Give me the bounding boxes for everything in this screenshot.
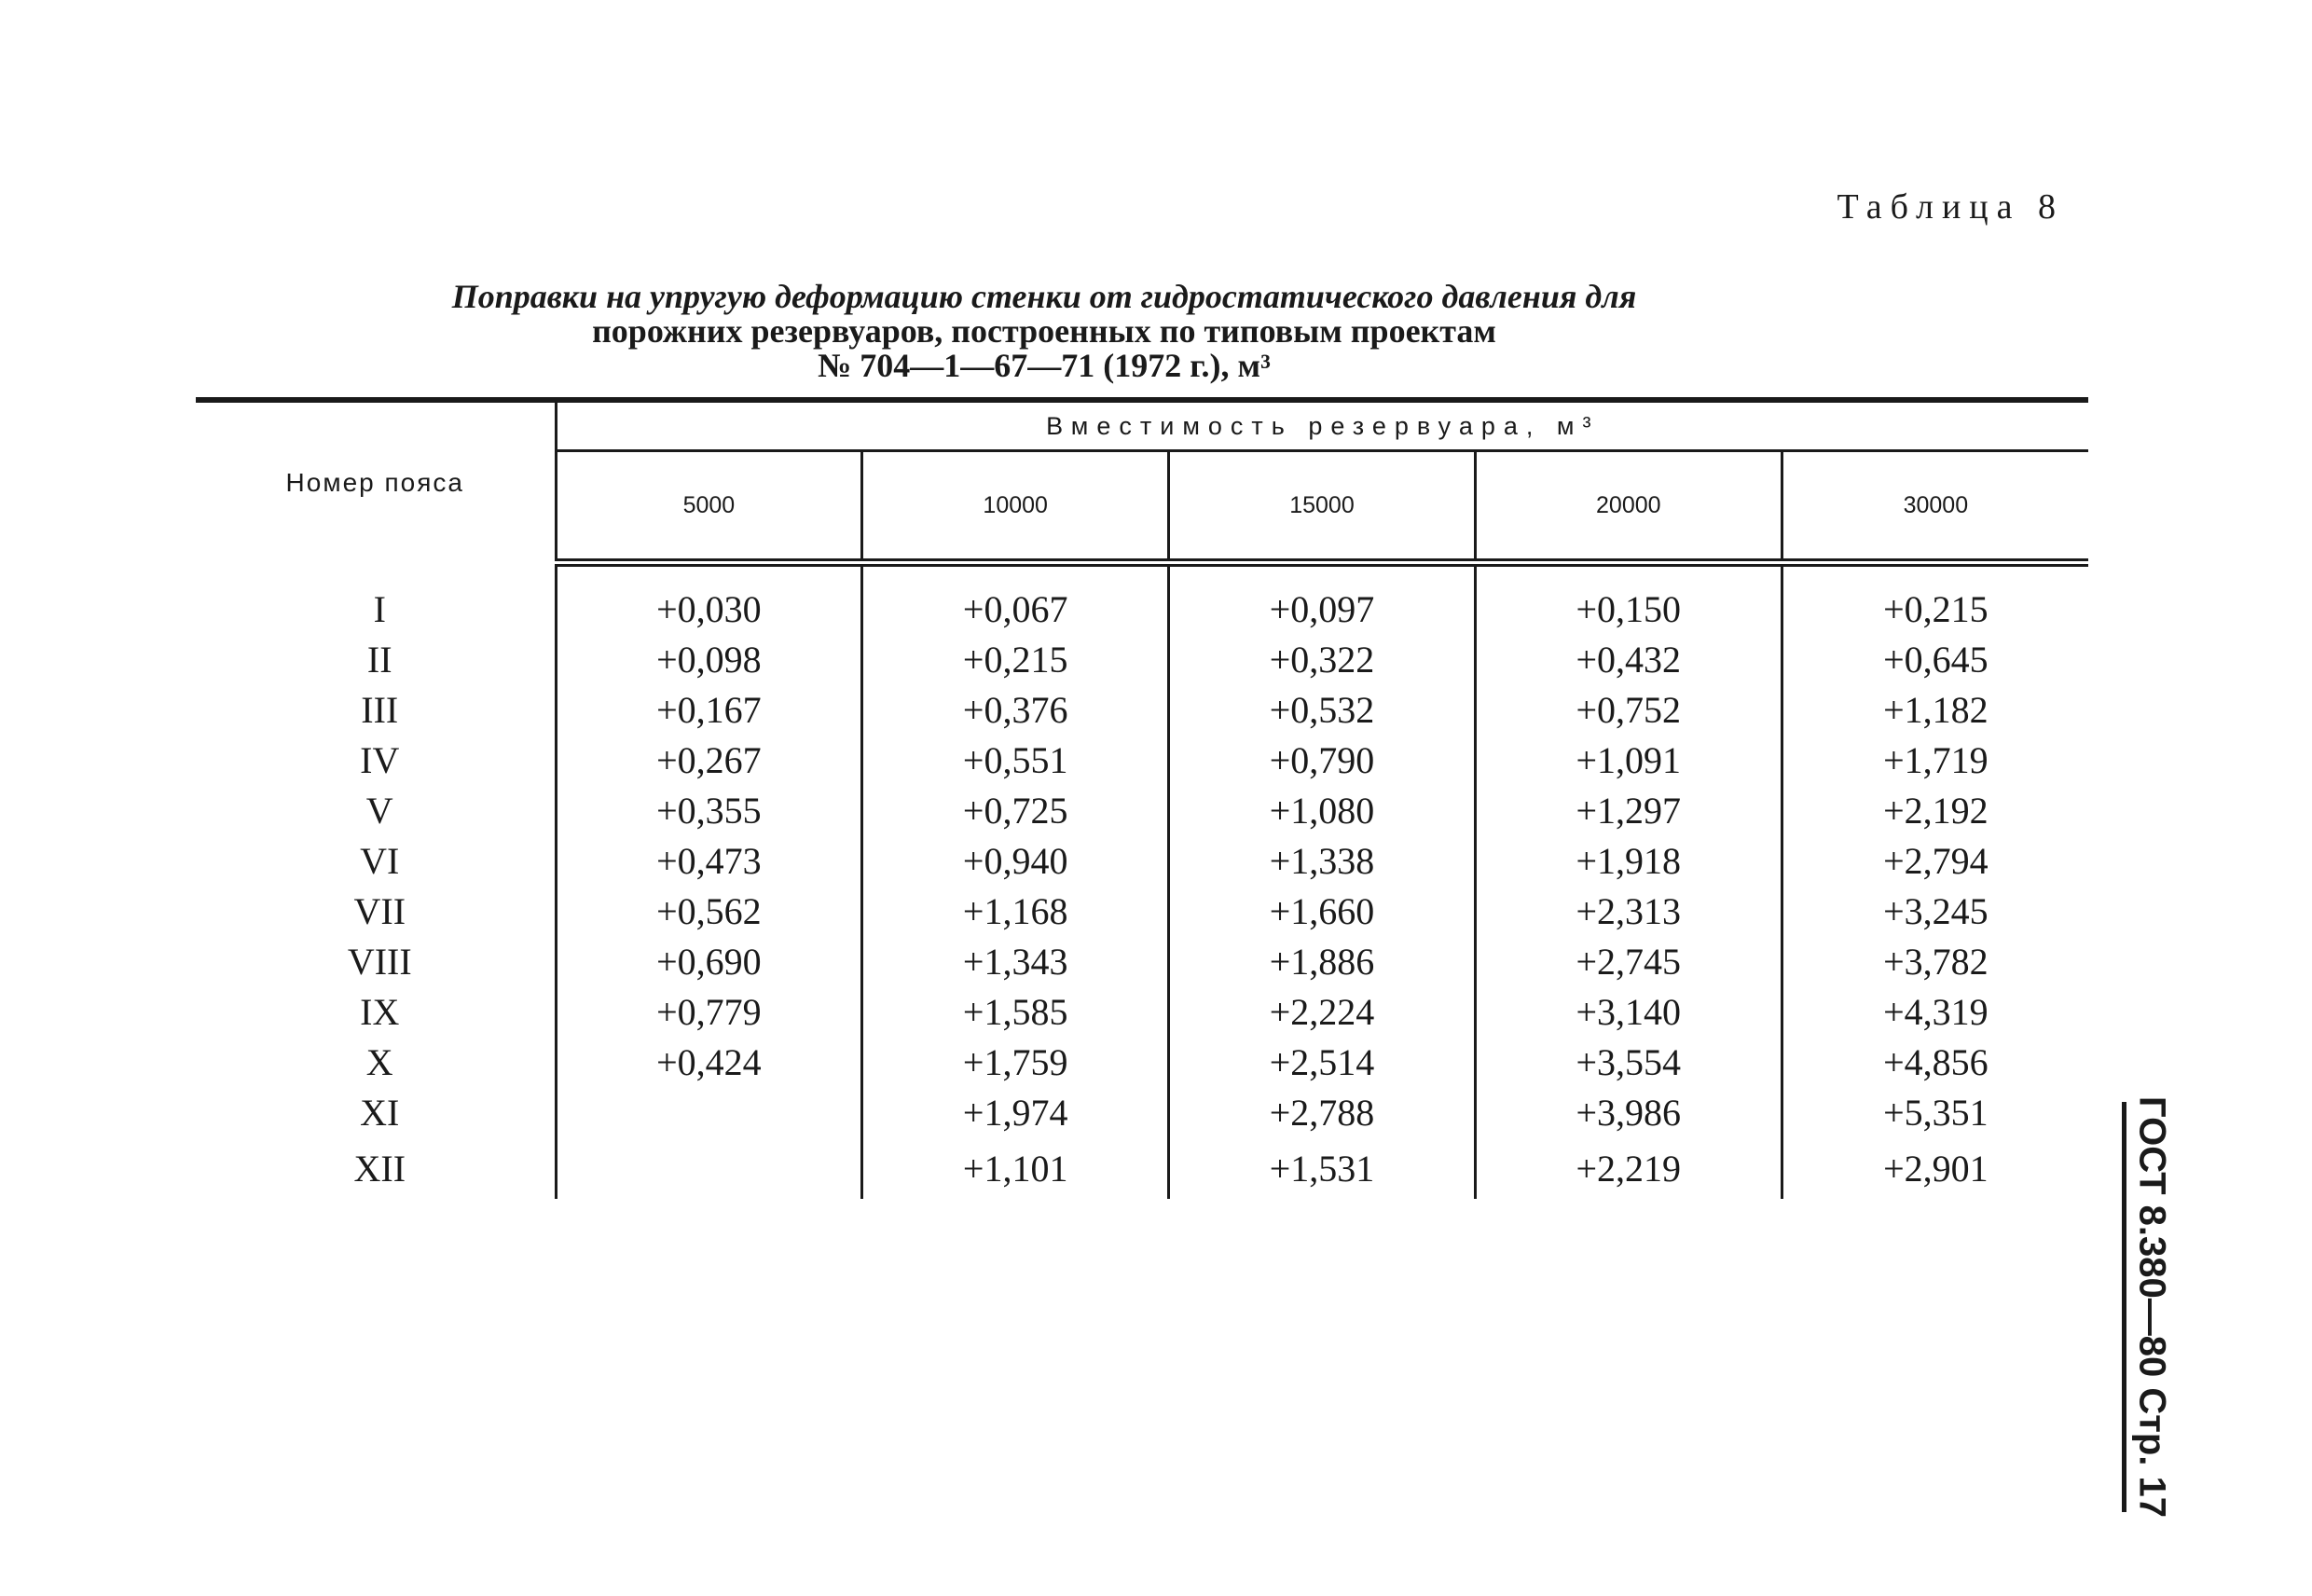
belt-number: IV bbox=[196, 735, 556, 785]
correction-value: +0,562 bbox=[656, 889, 762, 932]
correction-value: +3,782 bbox=[1782, 936, 2088, 986]
correction-value: +1,759 bbox=[862, 1037, 1169, 1087]
belt-number: XII bbox=[196, 1137, 556, 1199]
table-number-label: Таблица 8 bbox=[1837, 187, 2064, 227]
correction-value: +1,338 bbox=[1169, 835, 1476, 886]
volume-header: 20000 bbox=[1475, 451, 1782, 563]
corrections-table bbox=[196, 397, 2088, 1199]
correction-value: +2,745 bbox=[1475, 936, 1782, 986]
table-row bbox=[196, 584, 2088, 634]
correction-value: +1,531 bbox=[1169, 1137, 1476, 1199]
correction-value: +0,067 bbox=[862, 584, 1169, 634]
belt-number: II bbox=[196, 634, 556, 684]
correction-value: +1,091 bbox=[1475, 735, 1782, 785]
correction-value: +0,267 bbox=[656, 738, 762, 781]
correction-value: +1,297 bbox=[1475, 785, 1782, 835]
correction-value: +0,690 bbox=[656, 940, 762, 983]
correction-value: +1,660 bbox=[1169, 886, 1476, 936]
correction-value: +0,150 bbox=[1475, 584, 1782, 634]
capacity-group-header: Вместимость резервуара, м³ bbox=[556, 400, 2088, 451]
correction-value: +2,313 bbox=[1475, 886, 1782, 936]
correction-value: +1,585 bbox=[862, 986, 1169, 1037]
correction-value: +5,351 bbox=[1782, 1087, 2088, 1137]
table-row bbox=[196, 886, 2088, 936]
table-row bbox=[196, 835, 2088, 886]
belt-number: III bbox=[196, 684, 556, 735]
belt-number: XI bbox=[196, 1087, 556, 1137]
correction-value: +0,779 bbox=[656, 990, 762, 1033]
table-row bbox=[196, 1137, 2088, 1199]
correction-value: +0,532 bbox=[1169, 684, 1476, 735]
correction-value: +2,224 bbox=[1169, 986, 1476, 1037]
belt-number: I bbox=[196, 584, 556, 634]
correction-value: +0,940 bbox=[862, 835, 1169, 886]
title-line-1: Поправки на упругую деформацию стенки от гидростатического давления для bbox=[451, 278, 1637, 315]
belt-number: X bbox=[196, 1037, 556, 1087]
belt-number: VII bbox=[196, 886, 556, 936]
correction-value: +1,101 bbox=[862, 1137, 1169, 1199]
correction-value: +4,856 bbox=[1782, 1037, 2088, 1087]
correction-value: +0,432 bbox=[1475, 634, 1782, 684]
correction-value: +1,719 bbox=[1782, 735, 2088, 785]
belt-number: V bbox=[196, 785, 556, 835]
belt-number: VIII bbox=[196, 936, 556, 986]
correction-value: +0,215 bbox=[1782, 584, 2088, 634]
correction-value: +2,192 bbox=[1782, 785, 2088, 835]
correction-value: +0,098 bbox=[656, 638, 762, 681]
correction-value: +1,168 bbox=[862, 886, 1169, 936]
correction-value: +1,886 bbox=[1169, 936, 1476, 986]
correction-value: +0,473 bbox=[656, 839, 762, 882]
table-row bbox=[196, 1037, 2088, 1087]
correction-value: +2,219 bbox=[1475, 1137, 1782, 1199]
correction-value: +0,167 bbox=[656, 688, 762, 731]
correction-value: +1,974 bbox=[862, 1087, 1169, 1137]
table-row bbox=[196, 1087, 2088, 1137]
correction-value: +0,645 bbox=[1782, 634, 2088, 684]
volume-header: 10000 bbox=[862, 451, 1169, 563]
correction-value: +1,343 bbox=[862, 936, 1169, 986]
correction-value: +0,790 bbox=[1169, 735, 1476, 785]
table-row bbox=[196, 735, 2088, 785]
correction-value: +4,319 bbox=[1782, 986, 2088, 1037]
correction-value: +1,080 bbox=[1169, 785, 1476, 835]
correction-value: +0,376 bbox=[862, 684, 1169, 735]
correction-value: +3,554 bbox=[1475, 1037, 1782, 1087]
correction-value bbox=[556, 1137, 862, 1199]
belt-number-header: Номер пояса bbox=[196, 400, 556, 563]
table-row bbox=[196, 684, 2088, 735]
volume-header: 15000 bbox=[1169, 451, 1476, 563]
volume-header: 5000 bbox=[556, 451, 862, 563]
title-line-2: порожних резервуаров, построенных по типовым проектам bbox=[592, 312, 1496, 350]
correction-value: +3,986 bbox=[1475, 1087, 1782, 1137]
correction-value: +0,725 bbox=[862, 785, 1169, 835]
belt-number: IX bbox=[196, 986, 556, 1037]
volume-header: 30000 bbox=[1782, 451, 2088, 563]
correction-value: +2,794 bbox=[1782, 835, 2088, 886]
correction-value bbox=[556, 1087, 862, 1137]
title-line-3: № 704—1—67—71 (1972 г.), м³ bbox=[818, 347, 1271, 384]
correction-value: +3,245 bbox=[1782, 886, 2088, 936]
correction-value: +0,551 bbox=[862, 735, 1169, 785]
gost-page-reference: ГОСТ 8.380—80 Стр. 17 bbox=[2131, 1095, 2173, 1519]
correction-value: +0,424 bbox=[656, 1040, 762, 1083]
table-row bbox=[196, 986, 2088, 1037]
belt-number: VI bbox=[196, 835, 556, 886]
correction-value: +1,182 bbox=[1782, 684, 2088, 735]
correction-value: +0,322 bbox=[1169, 634, 1476, 684]
correction-value: +2,901 bbox=[1782, 1137, 2088, 1199]
table-title bbox=[196, 280, 1892, 383]
table-body bbox=[196, 563, 2088, 1200]
correction-value: +0,097 bbox=[1169, 584, 1476, 634]
correction-value: +0,030 bbox=[656, 587, 762, 630]
correction-value: +2,788 bbox=[1169, 1087, 1476, 1137]
correction-value: +2,514 bbox=[1169, 1037, 1476, 1087]
table-row bbox=[196, 785, 2088, 835]
correction-value: +0,752 bbox=[1475, 684, 1782, 735]
correction-value: +3,140 bbox=[1475, 986, 1782, 1037]
table-row bbox=[196, 936, 2088, 986]
correction-value: +1,918 bbox=[1475, 835, 1782, 886]
correction-value: +0,215 bbox=[862, 634, 1169, 684]
table-row bbox=[196, 634, 2088, 684]
correction-value: +0,355 bbox=[656, 789, 762, 832]
